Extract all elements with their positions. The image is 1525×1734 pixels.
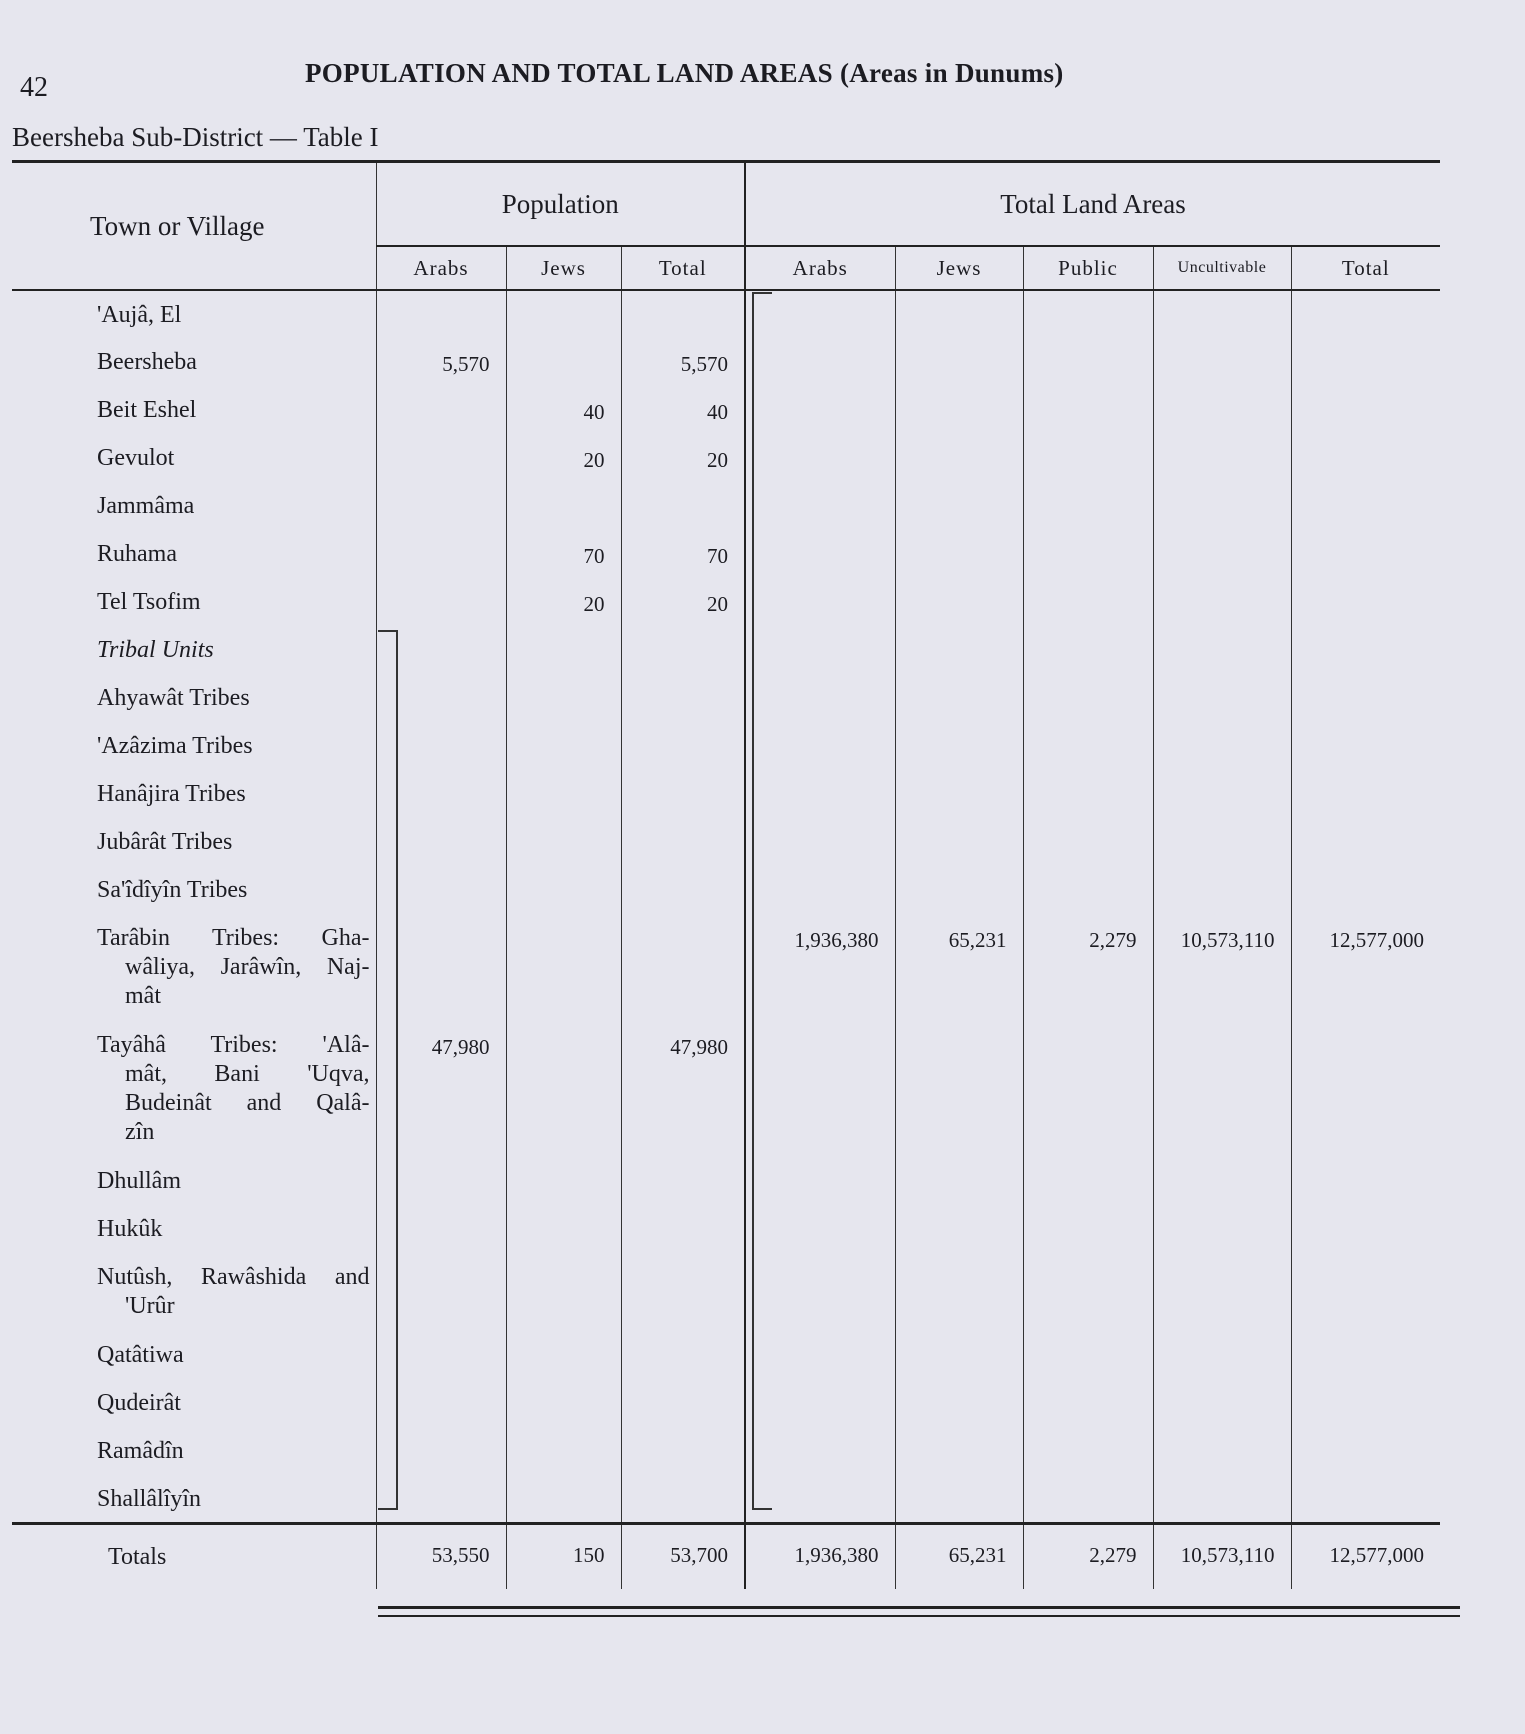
cell-pop-jews (506, 914, 621, 1021)
cell-land-total (1291, 578, 1440, 626)
cell-land-uncultivable (1153, 1331, 1291, 1379)
cell-pop-total (621, 626, 745, 674)
cell-pop-arabs (376, 386, 506, 434)
town-name-line: wâliya, Jarâwîn, Naj- (125, 954, 370, 980)
town-name-line: zîn (125, 1119, 155, 1145)
cell-pop-jews (506, 482, 621, 530)
cell-pop-total (621, 818, 745, 866)
cell-pop-arabs: 47,980 (376, 1021, 506, 1157)
table-row (12, 1253, 1440, 1331)
town-name: 'Aujâ, El (97, 302, 182, 328)
cell-pop-jews (506, 290, 621, 338)
cell-pop-jews: 40 (506, 386, 621, 434)
town-name: Beersheba (97, 349, 197, 375)
town-name: Qudeirât (97, 1390, 181, 1416)
cell-land-uncultivable (1153, 338, 1291, 386)
cell-land-total (1291, 386, 1440, 434)
cell-pop-jews: 20 (506, 434, 621, 482)
cell-land-public (1023, 722, 1153, 770)
cell-pop-arabs (376, 578, 506, 626)
table-row (12, 1475, 1440, 1523)
cell-pop-arabs (376, 530, 506, 578)
bottom-rule (378, 1606, 1460, 1609)
cell-land-jews (895, 578, 1023, 626)
town-name-line: Budeinât and Qalâ- (125, 1090, 370, 1116)
tribal-population-bracket (378, 630, 398, 1510)
cell-land-public (1023, 1157, 1153, 1205)
cell-pop-total (621, 866, 745, 914)
cell-land-public (1023, 578, 1153, 626)
cell-pop-jews (506, 818, 621, 866)
cell-land-total (1291, 290, 1440, 338)
totals-land-arabs: 1,936,380 (745, 1523, 895, 1589)
cell-pop-total: 5,570 (621, 338, 745, 386)
table-row (12, 1021, 1440, 1157)
cell-land-total (1291, 770, 1440, 818)
cell-land-jews (895, 770, 1023, 818)
cell-land-uncultivable (1153, 434, 1291, 482)
cell-land-uncultivable (1153, 866, 1291, 914)
town-name: Sa'îdîyîn Tribes (97, 877, 248, 903)
cell-land-total (1291, 482, 1440, 530)
cell-pop-jews (506, 1475, 621, 1523)
cell-land-public (1023, 1331, 1153, 1379)
cell-land-uncultivable (1153, 482, 1291, 530)
cell-land-jews (895, 386, 1023, 434)
cell-land-total (1291, 626, 1440, 674)
col-land-total: Total (1291, 246, 1440, 290)
cell-land-uncultivable (1153, 1475, 1291, 1523)
cell-land-total (1291, 818, 1440, 866)
town-name: 'Azâzima Tribes (97, 733, 253, 759)
cell-land-public (1023, 482, 1153, 530)
cell-land-uncultivable (1153, 722, 1291, 770)
town-name-line: mât (125, 983, 161, 1009)
cell-land-uncultivable (1153, 578, 1291, 626)
page-number: 42 (20, 72, 48, 103)
cell-pop-total: 20 (621, 434, 745, 482)
cell-pop-jews (506, 1021, 621, 1157)
table-row (12, 530, 1440, 578)
cell-pop-total (621, 722, 745, 770)
cell-land-total (1291, 530, 1440, 578)
col-land-arabs: Arabs (745, 246, 895, 290)
cell-land-jews (895, 1427, 1023, 1475)
town-name: Ahyawât Tribes (97, 685, 250, 711)
cell-land-public (1023, 770, 1153, 818)
cell-pop-jews (506, 1427, 621, 1475)
table-row (12, 818, 1440, 866)
town-name (12, 1253, 376, 1331)
table-row (12, 626, 1440, 674)
totals-row (12, 1523, 1440, 1589)
cell-pop-jews (506, 1379, 621, 1427)
table-row (12, 338, 1440, 386)
col-pop-jews: Jews (506, 246, 621, 290)
cell-pop-jews: 70 (506, 530, 621, 578)
town-name: Ruhama (97, 541, 177, 567)
cell-land-uncultivable (1153, 1205, 1291, 1253)
cell-land-jews (895, 1475, 1023, 1523)
table-row (12, 866, 1440, 914)
town-name-line: 'Urûr (125, 1293, 175, 1319)
cell-pop-arabs (376, 482, 506, 530)
table-row (12, 914, 1440, 1021)
totals-land-public: 2,279 (1023, 1523, 1153, 1589)
cell-land-total: 12,577,000 (1291, 914, 1440, 1021)
cell-land-jews (895, 1157, 1023, 1205)
cell-pop-total: 47,980 (621, 1021, 745, 1157)
town-name-line: Tarâbin Tribes: Gha- (97, 925, 370, 951)
table-row (12, 674, 1440, 722)
cell-land-jews (895, 434, 1023, 482)
town-name: Jammâma (97, 493, 195, 519)
cell-land-public (1023, 338, 1153, 386)
town-name-line: Nutûsh, Rawâshida and (97, 1264, 370, 1290)
col-land-jews: Jews (895, 246, 1023, 290)
town-name: Ramâdîn (97, 1438, 184, 1464)
cell-pop-arabs (376, 290, 506, 338)
cell-land-public (1023, 386, 1153, 434)
cell-land-total (1291, 338, 1440, 386)
cell-land-jews (895, 1331, 1023, 1379)
cell-pop-total (621, 1253, 745, 1331)
population-land-table (12, 160, 1440, 1589)
cell-land-uncultivable (1153, 770, 1291, 818)
totals-pop-arabs: 53,550 (376, 1523, 506, 1589)
table-row (12, 290, 1440, 338)
cell-land-uncultivable: 10,573,110 (1153, 914, 1291, 1021)
table-row (12, 1157, 1440, 1205)
cell-pop-jews (506, 866, 621, 914)
cell-land-uncultivable (1153, 1157, 1291, 1205)
cell-pop-jews (506, 1331, 621, 1379)
col-pop-total: Total (621, 246, 745, 290)
cell-land-uncultivable (1153, 1021, 1291, 1157)
table-row (12, 434, 1440, 482)
cell-pop-total: 40 (621, 386, 745, 434)
table-body (12, 290, 1440, 1523)
cell-pop-jews (506, 722, 621, 770)
cell-land-uncultivable (1153, 818, 1291, 866)
cell-land-uncultivable (1153, 1253, 1291, 1331)
cell-land-public (1023, 1427, 1153, 1475)
cell-land-uncultivable (1153, 290, 1291, 338)
cell-land-jews (895, 482, 1023, 530)
cell-land-total (1291, 1427, 1440, 1475)
cell-pop-total (621, 1427, 745, 1475)
town-name: Shallâlîyîn (97, 1486, 201, 1512)
town-name: Qatâtiwa (97, 1342, 184, 1368)
cell-land-public (1023, 674, 1153, 722)
cell-land-uncultivable (1153, 1379, 1291, 1427)
cell-land-uncultivable (1153, 386, 1291, 434)
cell-pop-jews: 20 (506, 578, 621, 626)
town-name: Tel Tsofim (97, 589, 201, 615)
cell-land-uncultivable (1153, 674, 1291, 722)
cell-land-total (1291, 1021, 1440, 1157)
table-row (12, 1427, 1440, 1475)
page-title: POPULATION AND TOTAL LAND AREAS (Areas in Dunums) (305, 58, 1064, 88)
town-name: Hukûk (97, 1216, 163, 1242)
cell-land-jews (895, 674, 1023, 722)
cell-land-public (1023, 530, 1153, 578)
cell-land-total (1291, 434, 1440, 482)
header-population: Population (376, 162, 745, 247)
totals-land-uncultivable: 10,573,110 (1153, 1523, 1291, 1589)
table-row (12, 770, 1440, 818)
totals-land-jews: 65,231 (895, 1523, 1023, 1589)
cell-pop-total (621, 770, 745, 818)
cell-pop-total (621, 1475, 745, 1523)
cell-land-jews (895, 290, 1023, 338)
cell-land-jews (895, 530, 1023, 578)
cell-land-jews (895, 1205, 1023, 1253)
town-name: Dhullâm (97, 1168, 181, 1194)
cell-land-public: 2,279 (1023, 914, 1153, 1021)
town-name-line: mât, Bani 'Uqva, (125, 1061, 370, 1087)
cell-land-jews (895, 818, 1023, 866)
header-total-land-areas: Total Land Areas (745, 162, 1440, 247)
cell-pop-total: 70 (621, 530, 745, 578)
cell-pop-total: 20 (621, 578, 745, 626)
town-name (12, 1021, 376, 1157)
cell-pop-total (621, 914, 745, 1021)
table-subtitle: Beersheba Sub-District — Table I (12, 122, 379, 152)
cell-pop-total (621, 482, 745, 530)
cell-pop-arabs (376, 434, 506, 482)
cell-pop-jews (506, 626, 621, 674)
town-name-line: Tayâhâ Tribes: 'Alâ- (97, 1032, 370, 1058)
cell-land-uncultivable (1153, 530, 1291, 578)
col-pop-arabs: Arabs (376, 246, 506, 290)
table-row (12, 482, 1440, 530)
cell-land-public (1023, 1379, 1153, 1427)
cell-land-uncultivable (1153, 1427, 1291, 1475)
cell-land-total (1291, 1475, 1440, 1523)
cell-pop-jews (506, 1253, 621, 1331)
cell-land-public (1023, 818, 1153, 866)
col-land-public: Public (1023, 246, 1153, 290)
cell-land-jews: 65,231 (895, 914, 1023, 1021)
town-name: Tribal Units (97, 637, 214, 663)
town-name: Jubârât Tribes (97, 829, 233, 855)
cell-land-public (1023, 1475, 1153, 1523)
town-name: Hanâjira Tribes (97, 781, 246, 807)
cell-land-jews (895, 338, 1023, 386)
cell-land-public (1023, 1205, 1153, 1253)
cell-pop-jews (506, 674, 621, 722)
cell-pop-jews (506, 338, 621, 386)
cell-land-total (1291, 1331, 1440, 1379)
cell-land-total (1291, 866, 1440, 914)
header-town-or-village: Town or Village (12, 162, 376, 291)
cell-land-public (1023, 626, 1153, 674)
col-land-uncultivable: Uncultivable (1153, 246, 1291, 290)
cell-land-public (1023, 866, 1153, 914)
totals-land-total: 12,577,000 (1291, 1523, 1440, 1589)
cell-pop-total (621, 1205, 745, 1253)
cell-pop-total (621, 290, 745, 338)
table-row (12, 1331, 1440, 1379)
cell-land-jews (895, 866, 1023, 914)
cell-pop-arabs: 5,570 (376, 338, 506, 386)
cell-land-total (1291, 1253, 1440, 1331)
cell-land-total (1291, 1379, 1440, 1427)
cell-land-jews (895, 626, 1023, 674)
cell-pop-total (621, 1331, 745, 1379)
table-row (12, 1379, 1440, 1427)
cell-land-total (1291, 1157, 1440, 1205)
cell-land-jews (895, 1021, 1023, 1157)
cell-land-public (1023, 1253, 1153, 1331)
cell-land-jews (895, 722, 1023, 770)
cell-pop-total (621, 674, 745, 722)
cell-land-uncultivable (1153, 626, 1291, 674)
town-name (12, 914, 376, 1021)
table-row (12, 722, 1440, 770)
table-row (12, 1205, 1440, 1253)
cell-pop-total (621, 1379, 745, 1427)
town-name: Beit Eshel (97, 397, 197, 423)
table-row (12, 386, 1440, 434)
cell-land-total (1291, 722, 1440, 770)
totals-pop-jews: 150 (506, 1523, 621, 1589)
cell-pop-jews (506, 770, 621, 818)
land-areas-bracket (752, 292, 772, 1510)
cell-pop-jews (506, 1205, 621, 1253)
cell-land-total (1291, 674, 1440, 722)
cell-land-public (1023, 434, 1153, 482)
cell-pop-total (621, 1157, 745, 1205)
totals-label: Totals (12, 1523, 376, 1589)
cell-land-total (1291, 1205, 1440, 1253)
cell-land-arabs: 1,936,380 (745, 914, 895, 1021)
cell-land-jews (895, 1379, 1023, 1427)
bottom-rule-second (378, 1615, 1460, 1617)
cell-land-public (1023, 290, 1153, 338)
totals-pop-total: 53,700 (621, 1523, 745, 1589)
town-name: Gevulot (97, 445, 175, 471)
table-row (12, 578, 1440, 626)
cell-land-public (1023, 1021, 1153, 1157)
cell-pop-jews (506, 1157, 621, 1205)
cell-land-jews (895, 1253, 1023, 1331)
